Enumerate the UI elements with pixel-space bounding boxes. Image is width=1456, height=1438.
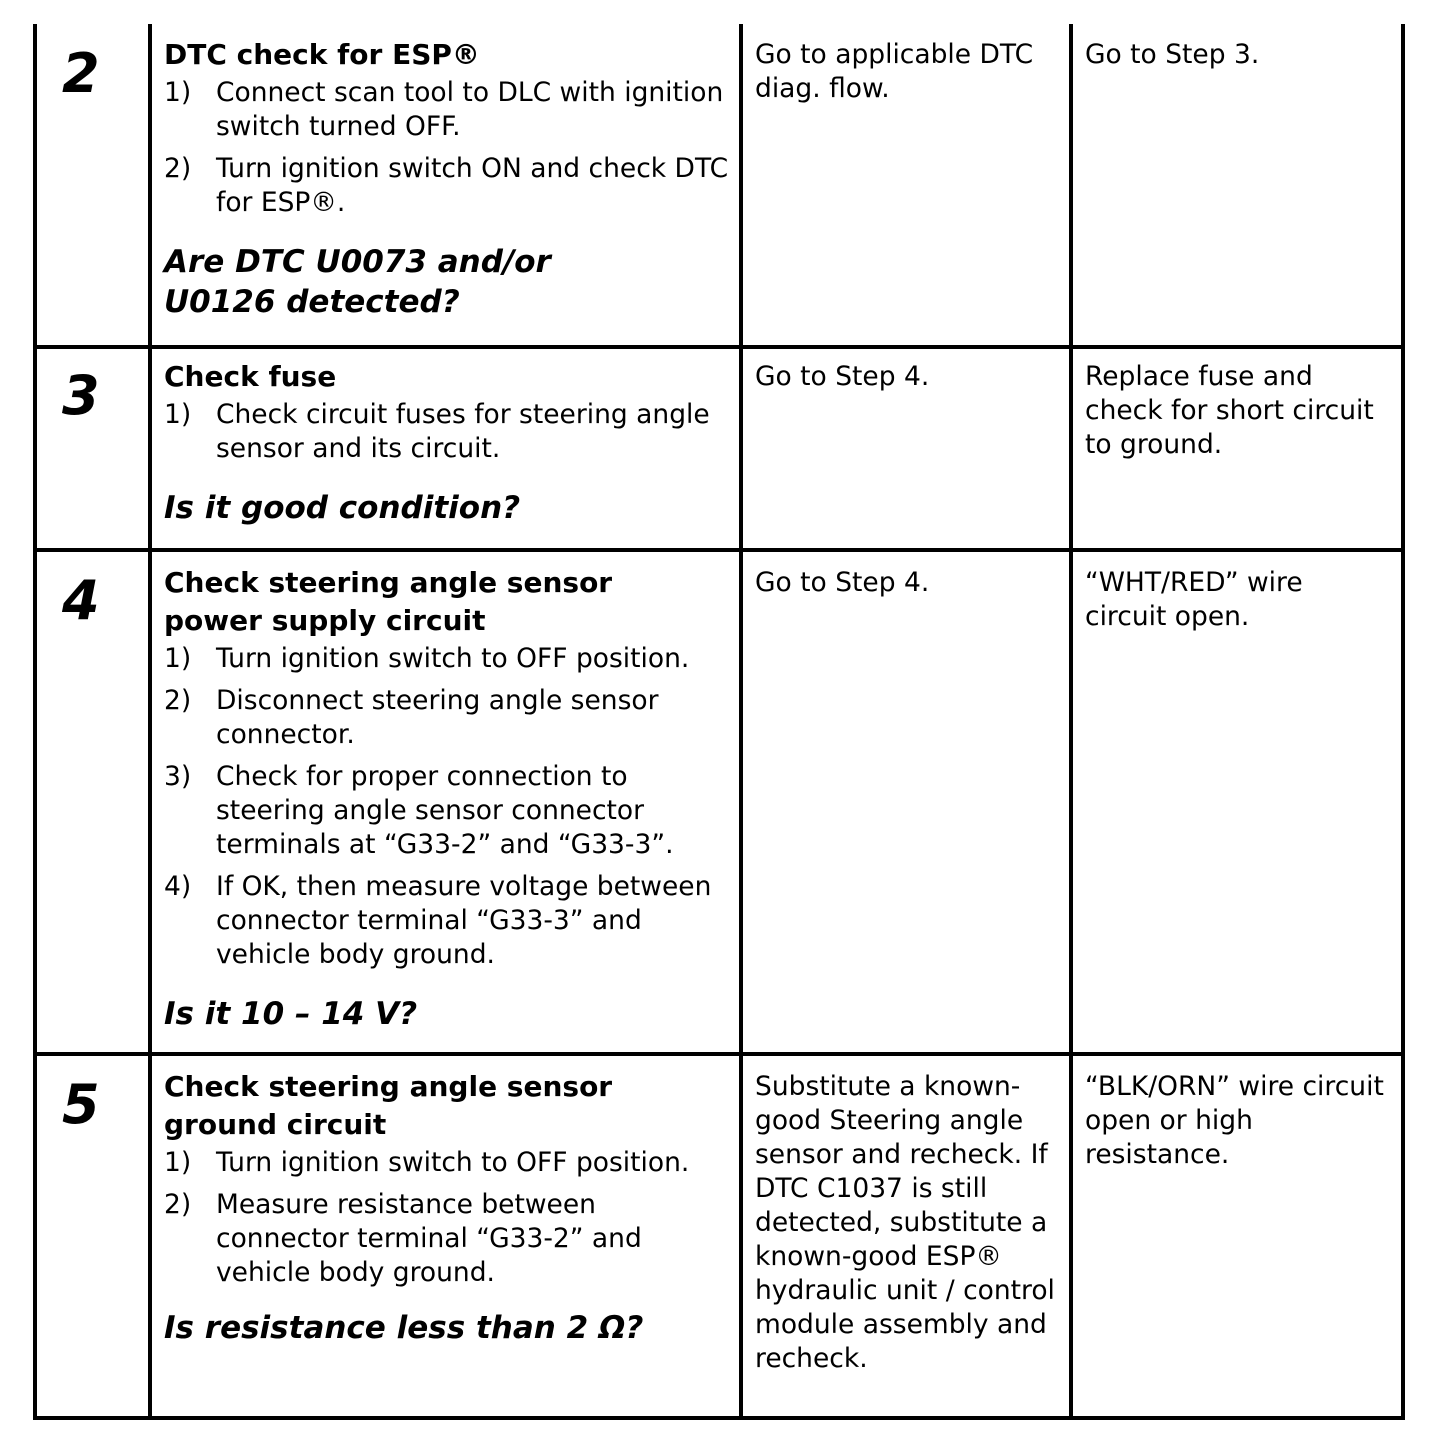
item-text: Turn ignition switch ON and check DTC for ESP®. bbox=[216, 153, 729, 218]
column-divider bbox=[148, 24, 152, 1420]
item-number: 2) bbox=[164, 153, 192, 184]
row-divider bbox=[35, 548, 1405, 552]
item-text: Measure resistance between connector terminal “G33-2” and vehicle body ground. bbox=[216, 1189, 642, 1288]
step-number: 4 bbox=[62, 569, 100, 632]
column-divider bbox=[1069, 24, 1073, 1420]
item-text: Connect scan tool to DLC with ignition switch turned OFF. bbox=[216, 77, 724, 142]
item-number: 1) bbox=[164, 1147, 192, 1178]
list-item bbox=[164, 76, 734, 144]
list-item bbox=[164, 152, 734, 220]
item-number: 3) bbox=[164, 761, 192, 792]
step-number: 3 bbox=[62, 364, 100, 427]
list-item bbox=[164, 760, 734, 862]
list-item bbox=[164, 398, 734, 466]
step-title: Check steering angle sensor power supply circuit bbox=[164, 566, 613, 637]
yes-result: Go to Step 4. bbox=[755, 567, 930, 598]
step-title: Check fuse bbox=[164, 360, 337, 393]
column-divider bbox=[739, 24, 743, 1420]
item-number: 4) bbox=[164, 871, 192, 902]
no-result: Go to Step 3. bbox=[1085, 39, 1260, 70]
list-item bbox=[164, 642, 734, 676]
step-question: Is resistance less than 2 Ω? bbox=[164, 1310, 644, 1346]
item-number: 2) bbox=[164, 685, 192, 716]
step-action-cell bbox=[164, 1068, 734, 1348]
list-item bbox=[164, 1188, 734, 1290]
item-number: 1) bbox=[164, 399, 192, 430]
item-number: 2) bbox=[164, 1189, 192, 1220]
action-list bbox=[164, 1146, 734, 1290]
step-title: Check steering angle sensor ground circuit bbox=[164, 1070, 613, 1141]
no-result: “WHT/RED” wire circuit open. bbox=[1085, 567, 1303, 632]
no-result: Replace fuse and check for short circuit to ground. bbox=[1085, 361, 1374, 460]
table-border-bottom bbox=[35, 1416, 1405, 1420]
item-text: Turn ignition switch to OFF position. bbox=[216, 1147, 690, 1178]
item-text: Disconnect steering angle sensor connector. bbox=[216, 685, 659, 750]
action-list bbox=[164, 76, 734, 220]
step-number: 5 bbox=[62, 1073, 100, 1136]
item-number: 1) bbox=[164, 643, 192, 674]
yes-result: Go to Step 4. bbox=[755, 361, 930, 392]
item-text: If OK, then measure voltage between connector terminal “G33-3” and vehicle body ground. bbox=[216, 871, 712, 970]
action-list bbox=[164, 398, 734, 466]
yes-result: Substitute a known-good Steering angle sensor and recheck. If DTC C1037 is still detected, substitute a known-good ESP® hydraulic unit / control module assembly and recheck. bbox=[755, 1071, 1055, 1374]
item-text: Check circuit fuses for steering angle sensor and its circuit. bbox=[216, 399, 710, 464]
step-title: DTC check for ESP® bbox=[164, 38, 480, 71]
step-question: Is it good condition? bbox=[164, 490, 521, 526]
step-question: Are DTC U0073 and/or U0126 detected? bbox=[164, 244, 551, 320]
list-item bbox=[164, 870, 734, 972]
list-item bbox=[164, 684, 734, 752]
table-border-left bbox=[33, 24, 37, 1420]
row-divider bbox=[35, 1052, 1405, 1056]
item-text: Check for proper connection to steering angle sensor connector terminals at “G33-2” and “G33-3”. bbox=[216, 761, 674, 860]
step-question: Is it 10 – 14 V? bbox=[164, 996, 418, 1032]
row-divider bbox=[35, 345, 1405, 349]
yes-result: Go to applicable DTC diag. flow. bbox=[755, 39, 1034, 104]
step-action-cell bbox=[164, 358, 734, 528]
step-action-cell bbox=[164, 36, 734, 322]
step-number: 2 bbox=[62, 42, 100, 105]
item-text: Turn ignition switch to OFF position. bbox=[216, 643, 690, 674]
table-border-right bbox=[1401, 24, 1405, 1420]
step-action-cell bbox=[164, 564, 734, 1034]
item-number: 1) bbox=[164, 77, 192, 108]
no-result: “BLK/ORN” wire circuit open or high resistance. bbox=[1085, 1071, 1384, 1170]
action-list bbox=[164, 642, 734, 972]
list-item bbox=[164, 1146, 734, 1180]
